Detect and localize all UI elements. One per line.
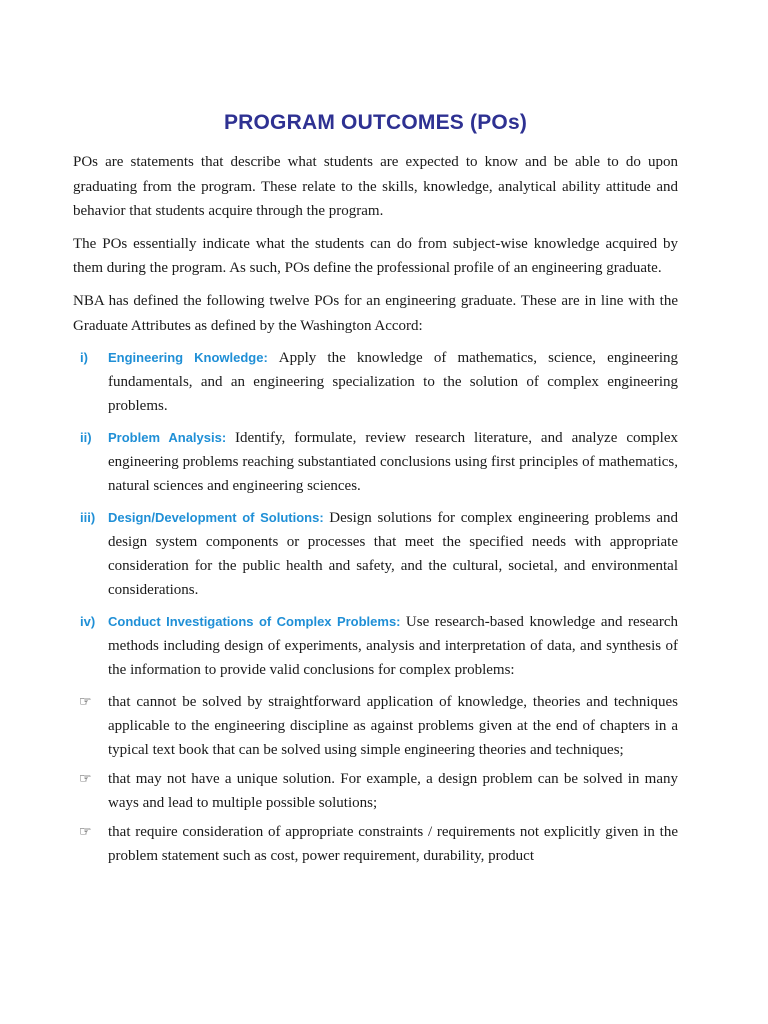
po-heading: Design/Development of Solutions: (108, 510, 330, 526)
pointing-hand-icon: ☞ (79, 694, 92, 711)
bullet-item (73, 767, 678, 815)
po-number: ii) (80, 430, 92, 446)
intro-paragraph-3: NBA has defined the following twelve POs for an engineering graduate. These are in line with the Graduate Attributes as defined by the Washington Accord: (73, 292, 678, 334)
program-outcomes-list (73, 346, 678, 682)
po-text: Design solutions for complex engineering problems and design system components or processes that meet the specified needs with appropriate consideration for the public health and safety, and the cultural, societal, and environmental considerations. (108, 510, 678, 599)
po-text: Apply the knowledge of mathematics, science, engineering fundamentals, and an engineering specialization to the solution of complex engineering problems. (108, 350, 678, 415)
po-item-design-development (73, 506, 678, 602)
intro-paragraph-1: POs are statements that describe what students are expected to know and be able to do upon graduating from the program. These relate to the skills, knowledge, analytical ability attitude and behavior that students acquire through the program. (73, 154, 678, 220)
pointing-hand-icon: ☞ (79, 824, 92, 841)
po-heading: Engineering Knowledge: (108, 350, 279, 366)
po-item-problem-analysis (73, 426, 678, 498)
po-number: iv) (80, 614, 96, 630)
po-number: iii) (80, 510, 96, 526)
complex-problems-bullets (73, 690, 678, 868)
bullet-text: that cannot be solved by straightforward application of knowledge, theories and techniques applicable to the engineering discipline as against problems given at the end of chapters in a typical text book that can be solved using simple engineering theories and techniques; (108, 694, 678, 759)
page-title: PROGRAM OUTCOMES (POs) (223, 111, 528, 134)
po-item-engineering-knowledge (73, 346, 678, 418)
page-content (73, 108, 678, 873)
po-heading: Conduct Investigations of Complex Problems: (108, 614, 406, 630)
po-text: Use research-based knowledge and research methods including design of experiments, analysis and interpretation of data, and synthesis of the information to provide valid conclusions for complex problems: (108, 614, 678, 679)
intro-paragraph-2: The POs essentially indicate what the students can do from subject-wise knowledge acquired by them during the program. As such, POs define the professional profile of an engineering graduate. (73, 235, 678, 277)
bullet-item (73, 820, 678, 868)
po-text: Identify, formulate, review research literature, and analyze complex engineering problems reaching substantiated conclusions using first principles of mathematics, natural sciences and engineering sciences. (108, 430, 678, 495)
bullet-text: that may not have a unique solution. For example, a design problem can be solved in many ways and lead to multiple possible solutions; (108, 771, 678, 812)
pointing-hand-icon: ☞ (79, 771, 92, 788)
bullet-item (73, 690, 678, 762)
bullet-text: that require consideration of appropriate constraints / requirements not explicitly given in the problem statement such as cost, power requirement, durability, product (108, 824, 678, 865)
po-heading: Problem Analysis: (108, 430, 236, 446)
po-number: i) (80, 350, 88, 366)
po-item-conduct-investigations (73, 610, 678, 682)
